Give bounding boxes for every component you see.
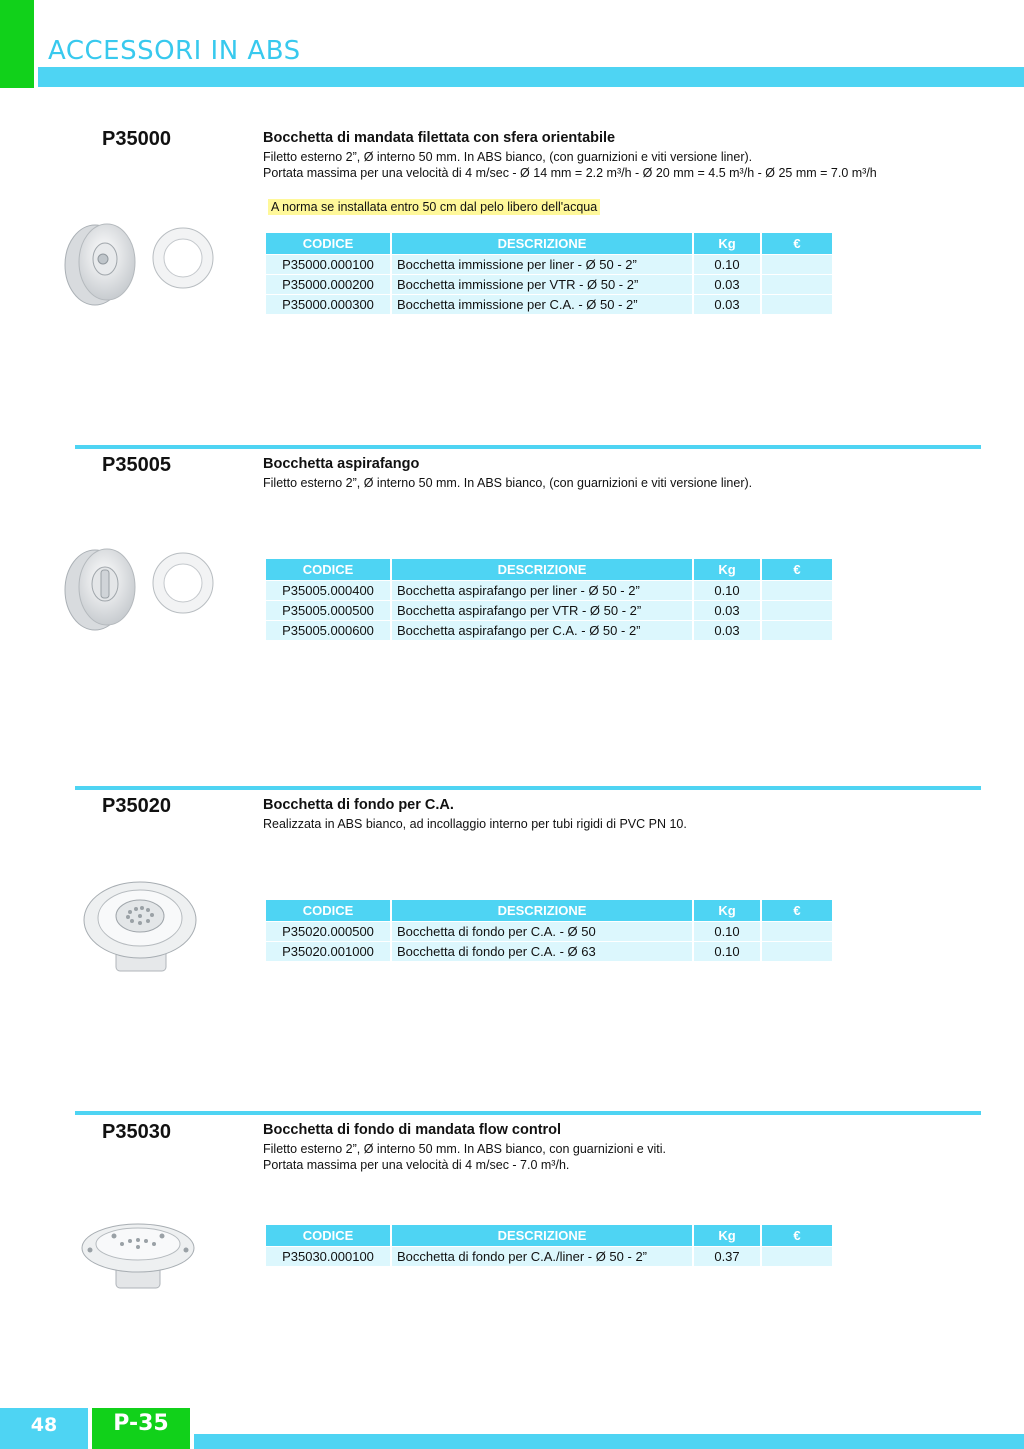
section-divider — [75, 786, 981, 790]
col-descrizione: DESCRIZIONE — [392, 1225, 692, 1246]
table-row — [266, 921, 832, 941]
cell-desc: Bocchetta aspirafango per liner - Ø 50 - 2” — [392, 580, 692, 600]
cell-price — [762, 254, 832, 274]
cell-code: P35005.000400 — [266, 580, 390, 600]
table-row — [266, 274, 832, 294]
cell-desc: Bocchetta immissione per C.A. - Ø 50 - 2” — [392, 294, 692, 314]
page-title: ACCESSORI IN ABS — [48, 36, 301, 66]
product-title: Bocchetta di fondo di mandata flow control — [263, 1122, 562, 1138]
col-kg: Kg — [694, 900, 760, 921]
product-code: P35020 — [102, 795, 171, 817]
product-image-vacuum-inlet — [55, 540, 225, 635]
table-row — [266, 941, 832, 961]
cell-price — [762, 294, 832, 314]
col-codice: CODICE — [266, 559, 390, 580]
table-row — [266, 620, 832, 640]
product-table — [264, 233, 834, 314]
cell-code: P35030.000100 — [266, 1246, 390, 1266]
product-image-wall-inlet — [55, 215, 225, 310]
section-divider — [75, 1111, 981, 1115]
cell-kg: 0.03 — [694, 294, 760, 314]
cell-code: P35000.000200 — [266, 274, 390, 294]
product-code: P35005 — [102, 454, 171, 476]
col-euro: € — [762, 1225, 832, 1246]
col-codice: CODICE — [266, 900, 390, 921]
product-title: Bocchetta aspirafango — [263, 456, 420, 472]
section-label: P-35 — [113, 1411, 169, 1436]
cell-code: P35005.000500 — [266, 600, 390, 620]
col-codice: CODICE — [266, 233, 390, 254]
cell-price — [762, 274, 832, 294]
table-row — [266, 1246, 832, 1266]
cell-code: P35000.000300 — [266, 294, 390, 314]
product-description-line: Filetto esterno 2”, Ø interno 50 mm. In ABS bianco, (con guarnizioni e viti versione liner). — [263, 476, 753, 490]
product-code: P35000 — [102, 128, 171, 150]
cell-kg: 0.37 — [694, 1246, 760, 1266]
cell-code: P35000.000100 — [266, 254, 390, 274]
cell-desc: Bocchetta immissione per liner - Ø 50 - 2” — [392, 254, 692, 274]
cell-price — [762, 600, 832, 620]
cell-price — [762, 941, 832, 961]
cell-kg: 0.10 — [694, 580, 760, 600]
cell-price — [762, 580, 832, 600]
cell-kg: 0.03 — [694, 600, 760, 620]
product-table — [264, 1225, 834, 1266]
product-title: Bocchetta di mandata filettata con sfera orientabile — [263, 130, 616, 146]
product-description-line: Realizzata in ABS bianco, ad incollaggio interno per tubi rigidi di PVC PN 10. — [263, 817, 687, 831]
cell-price — [762, 1246, 832, 1266]
product-title: Bocchetta di fondo per C.A. — [263, 797, 454, 813]
col-descrizione: DESCRIZIONE — [392, 559, 692, 580]
product-table — [264, 559, 834, 640]
col-euro: € — [762, 559, 832, 580]
cell-kg: 0.10 — [694, 254, 760, 274]
cell-code: P35020.001000 — [266, 941, 390, 961]
table-row — [266, 254, 832, 274]
col-descrizione: DESCRIZIONE — [392, 900, 692, 921]
cell-price — [762, 921, 832, 941]
cell-kg: 0.03 — [694, 274, 760, 294]
product-image-floor-drain — [78, 876, 203, 974]
page-number: 48 — [30, 1414, 58, 1436]
col-kg: Kg — [694, 1225, 760, 1246]
table-row — [266, 294, 832, 314]
col-descrizione: DESCRIZIONE — [392, 233, 692, 254]
product-code: P35030 — [102, 1121, 171, 1143]
cell-desc: Bocchetta aspirafango per C.A. - Ø 50 - 2” — [392, 620, 692, 640]
section-divider — [75, 445, 981, 449]
product-image-flow-control — [78, 1214, 198, 1294]
product-description-line: Portata massima per una velocità di 4 m/sec - Ø 14 mm = 2.2 m³/h - Ø 20 mm = 4.5 m³/h - Ø 25 mm = 7.0 m³/h — [263, 166, 877, 180]
product-description-line: Filetto esterno 2”, Ø interno 50 mm. In ABS bianco, (con guarnizioni e viti versione liner). — [263, 150, 753, 164]
col-euro: € — [762, 900, 832, 921]
header-bar — [38, 67, 1024, 87]
col-kg: Kg — [694, 559, 760, 580]
cell-kg: 0.10 — [694, 921, 760, 941]
col-kg: Kg — [694, 233, 760, 254]
cell-kg: 0.10 — [694, 941, 760, 961]
col-codice: CODICE — [266, 1225, 390, 1246]
installation-note: A norma se installata entro 50 cm dal pelo libero dell'acqua — [268, 199, 600, 215]
product-table — [264, 900, 834, 961]
cell-desc: Bocchetta di fondo per C.A. - Ø 50 — [392, 921, 692, 941]
table-row — [266, 600, 832, 620]
cell-desc: Bocchetta di fondo per C.A./liner - Ø 50 - 2” — [392, 1246, 692, 1266]
cell-desc: Bocchetta immissione per VTR - Ø 50 - 2” — [392, 274, 692, 294]
header-green-tab — [0, 0, 34, 88]
cell-code: P35020.000500 — [266, 921, 390, 941]
cell-price — [762, 620, 832, 640]
col-euro: € — [762, 233, 832, 254]
cell-code: P35005.000600 — [266, 620, 390, 640]
table-row — [266, 580, 832, 600]
cell-kg: 0.03 — [694, 620, 760, 640]
cell-desc: Bocchetta di fondo per C.A. - Ø 63 — [392, 941, 692, 961]
product-description-line: Portata massima per una velocità di 4 m/sec - 7.0 m³/h. — [263, 1158, 570, 1172]
footer-bar — [194, 1434, 1024, 1449]
product-description-line: Filetto esterno 2”, Ø interno 50 mm. In ABS bianco, con guarnizioni e viti. — [263, 1142, 666, 1156]
cell-desc: Bocchetta aspirafango per VTR - Ø 50 - 2” — [392, 600, 692, 620]
